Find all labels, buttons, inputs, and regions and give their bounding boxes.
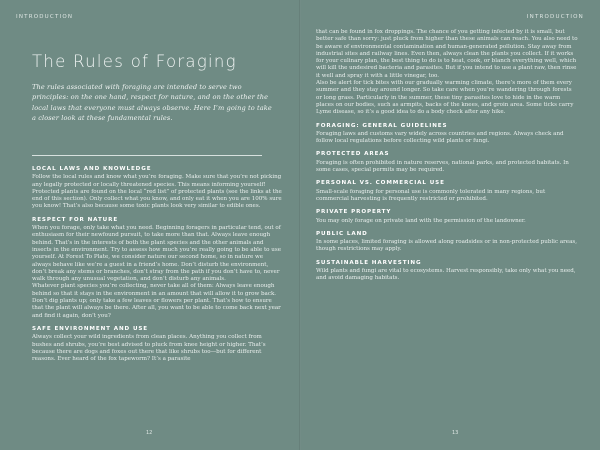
running-head-right: INTRODUCTION xyxy=(526,14,584,20)
section-body: You may only forage on private land with the permission of the landowner. xyxy=(316,217,526,224)
section-body: Wild plants and fungi are vital to ecosystems. Harvest responsibly, take only what you need, and avoid damaging habitats. xyxy=(316,268,576,282)
section-heading-private-property: PRIVATE PROPERTY xyxy=(316,209,392,216)
section-heading-safe-environment: SAFE ENVIRONMENT AND USE xyxy=(32,325,149,332)
section-heading-protected-areas: PROTECTED AREAS xyxy=(316,151,390,158)
intro-paragraph: The rules associated with foraging are intended to serve two principles: on the one hand, respect for nature, and on the other the local laws that everyone must always observe. Here I’m going to take a closer look at these fundamental rules. xyxy=(32,83,272,123)
section-heading-sustainable-harvesting: SUSTAINABLE HARVESTING xyxy=(316,259,422,266)
running-head-left: INTRODUCTION xyxy=(16,14,74,20)
section-heading-personal-vs-commercial: PERSONAL VS. COMMERCIAL USE xyxy=(316,180,445,187)
section-body: Also be alert for tick bites with our gradually warming climate, there’s more of them every summer and they stay around longer. So take care when you’re wandering through forests or long grass. Particularly in the summer, these tiny parasites love to hide in the warm places on our bodies, such as armpits, backs of the knees, and groin area. Some ticks carry Lyme disease, so it’s a good idea to do a body check after any hike. xyxy=(316,80,574,116)
section-body: Small-scale foraging for personal use is commonly tolerated in many regions, but commercial harvesting is frequently restricted or prohibited. xyxy=(316,188,546,202)
right-page xyxy=(300,0,600,450)
page-number-left: 12 xyxy=(146,430,153,436)
section-heading-respect-for-nature: RESPECT FOR NATURE xyxy=(32,216,119,223)
section-body: In some places, limited foraging is allowed along roadsides or in non-protected public areas, though restrictions may apply. xyxy=(316,239,577,253)
section-body: When you forage, only take what you need. Beginning foragers in particular tend, out of enthusiasm for their newfound pursuit, to take more than that. Always leave enough behind. That’s in the interests of both the plant species and the other animals and insects in the environment. Try to assess how much you’re really going to be able to use yourself. At Forest To Plate, we consider nature our second home, so in nature we always behave like we’re a guest in a friend’s home. Don’t disturb the environment, don’t break any stems or branches, don’t stray from the path if you don’t have to, never walk through any unusual vegetation, and don’t disturb any animals. xyxy=(32,225,281,283)
section-body: Follow the local rules and know what you’re foraging. Make sure that you’re not picking any legally protected or locally threatened species. This means informing yourself! Protected plants are found on the local “red list” of protected plants (see the links at the end of this section). Only collect what you know, and only eat it when you are 100% sure you know! That’s also because some toxic plants look very similar to edible ones. xyxy=(32,174,282,210)
section-body: Always collect your wild ingredients from clean places. Anything you collect from bushes and shrubs, you’re best advised to pluck from knee height or higher. That’s because there are dogs and foxes out there that like shrubs too—but for different reasons. Ever heard of the fox tapeworm? It’s a parasite xyxy=(32,334,266,363)
section-heading-general-guidelines: FORAGING: GENERAL GUIDELINES xyxy=(316,122,448,129)
left-column xyxy=(32,166,282,363)
section-body: Foraging is often prohibited in nature reserves, national parks, and protected habitats. In some cases, special permits may be required. xyxy=(316,159,569,174)
section-heading-local-laws: LOCAL LAWS AND KNOWLEDGE xyxy=(32,166,152,172)
section-heading-public-land: PUBLIC LAND xyxy=(316,230,368,237)
right-column xyxy=(316,29,578,283)
divider xyxy=(32,155,262,156)
section-body: Foraging laws and customs vary widely across countries and regions. Always check and follow local regulations before collecting wild plants or fungi. xyxy=(316,130,564,145)
page-number-right: 13 xyxy=(452,430,459,436)
page-title: The Rules of Foraging xyxy=(32,52,237,71)
section-body: that can be found in fox droppings. The chance of you getting infected by it is small, but better safe than sorry: just pluck from higher than these animals can reach. You also need to be aware of environmental contamination and human-generated pollution. Stay away from industrial sites and railway lines. Even then, always clean the plants you collect. If it works for your culinary plan, the best thing to do is to heat, cook, or blanch everything well, which will kill the undesired bacteria and parasites. But if you intend to use a plant raw, then rinse it well and spray it with a little vinegar, too. xyxy=(316,29,578,79)
section-body: Whatever plant species you’re collecting, never take all of them: Always leave enough behind so that it stays in the environment in an amount that will allow it to grow back. Don’t dig plants up; only take a few leaves or flowers per plant. That’s how to ensure that the plant will always be there. After all, you want to be able to come back next year and find it again, don’t you? xyxy=(32,283,281,319)
